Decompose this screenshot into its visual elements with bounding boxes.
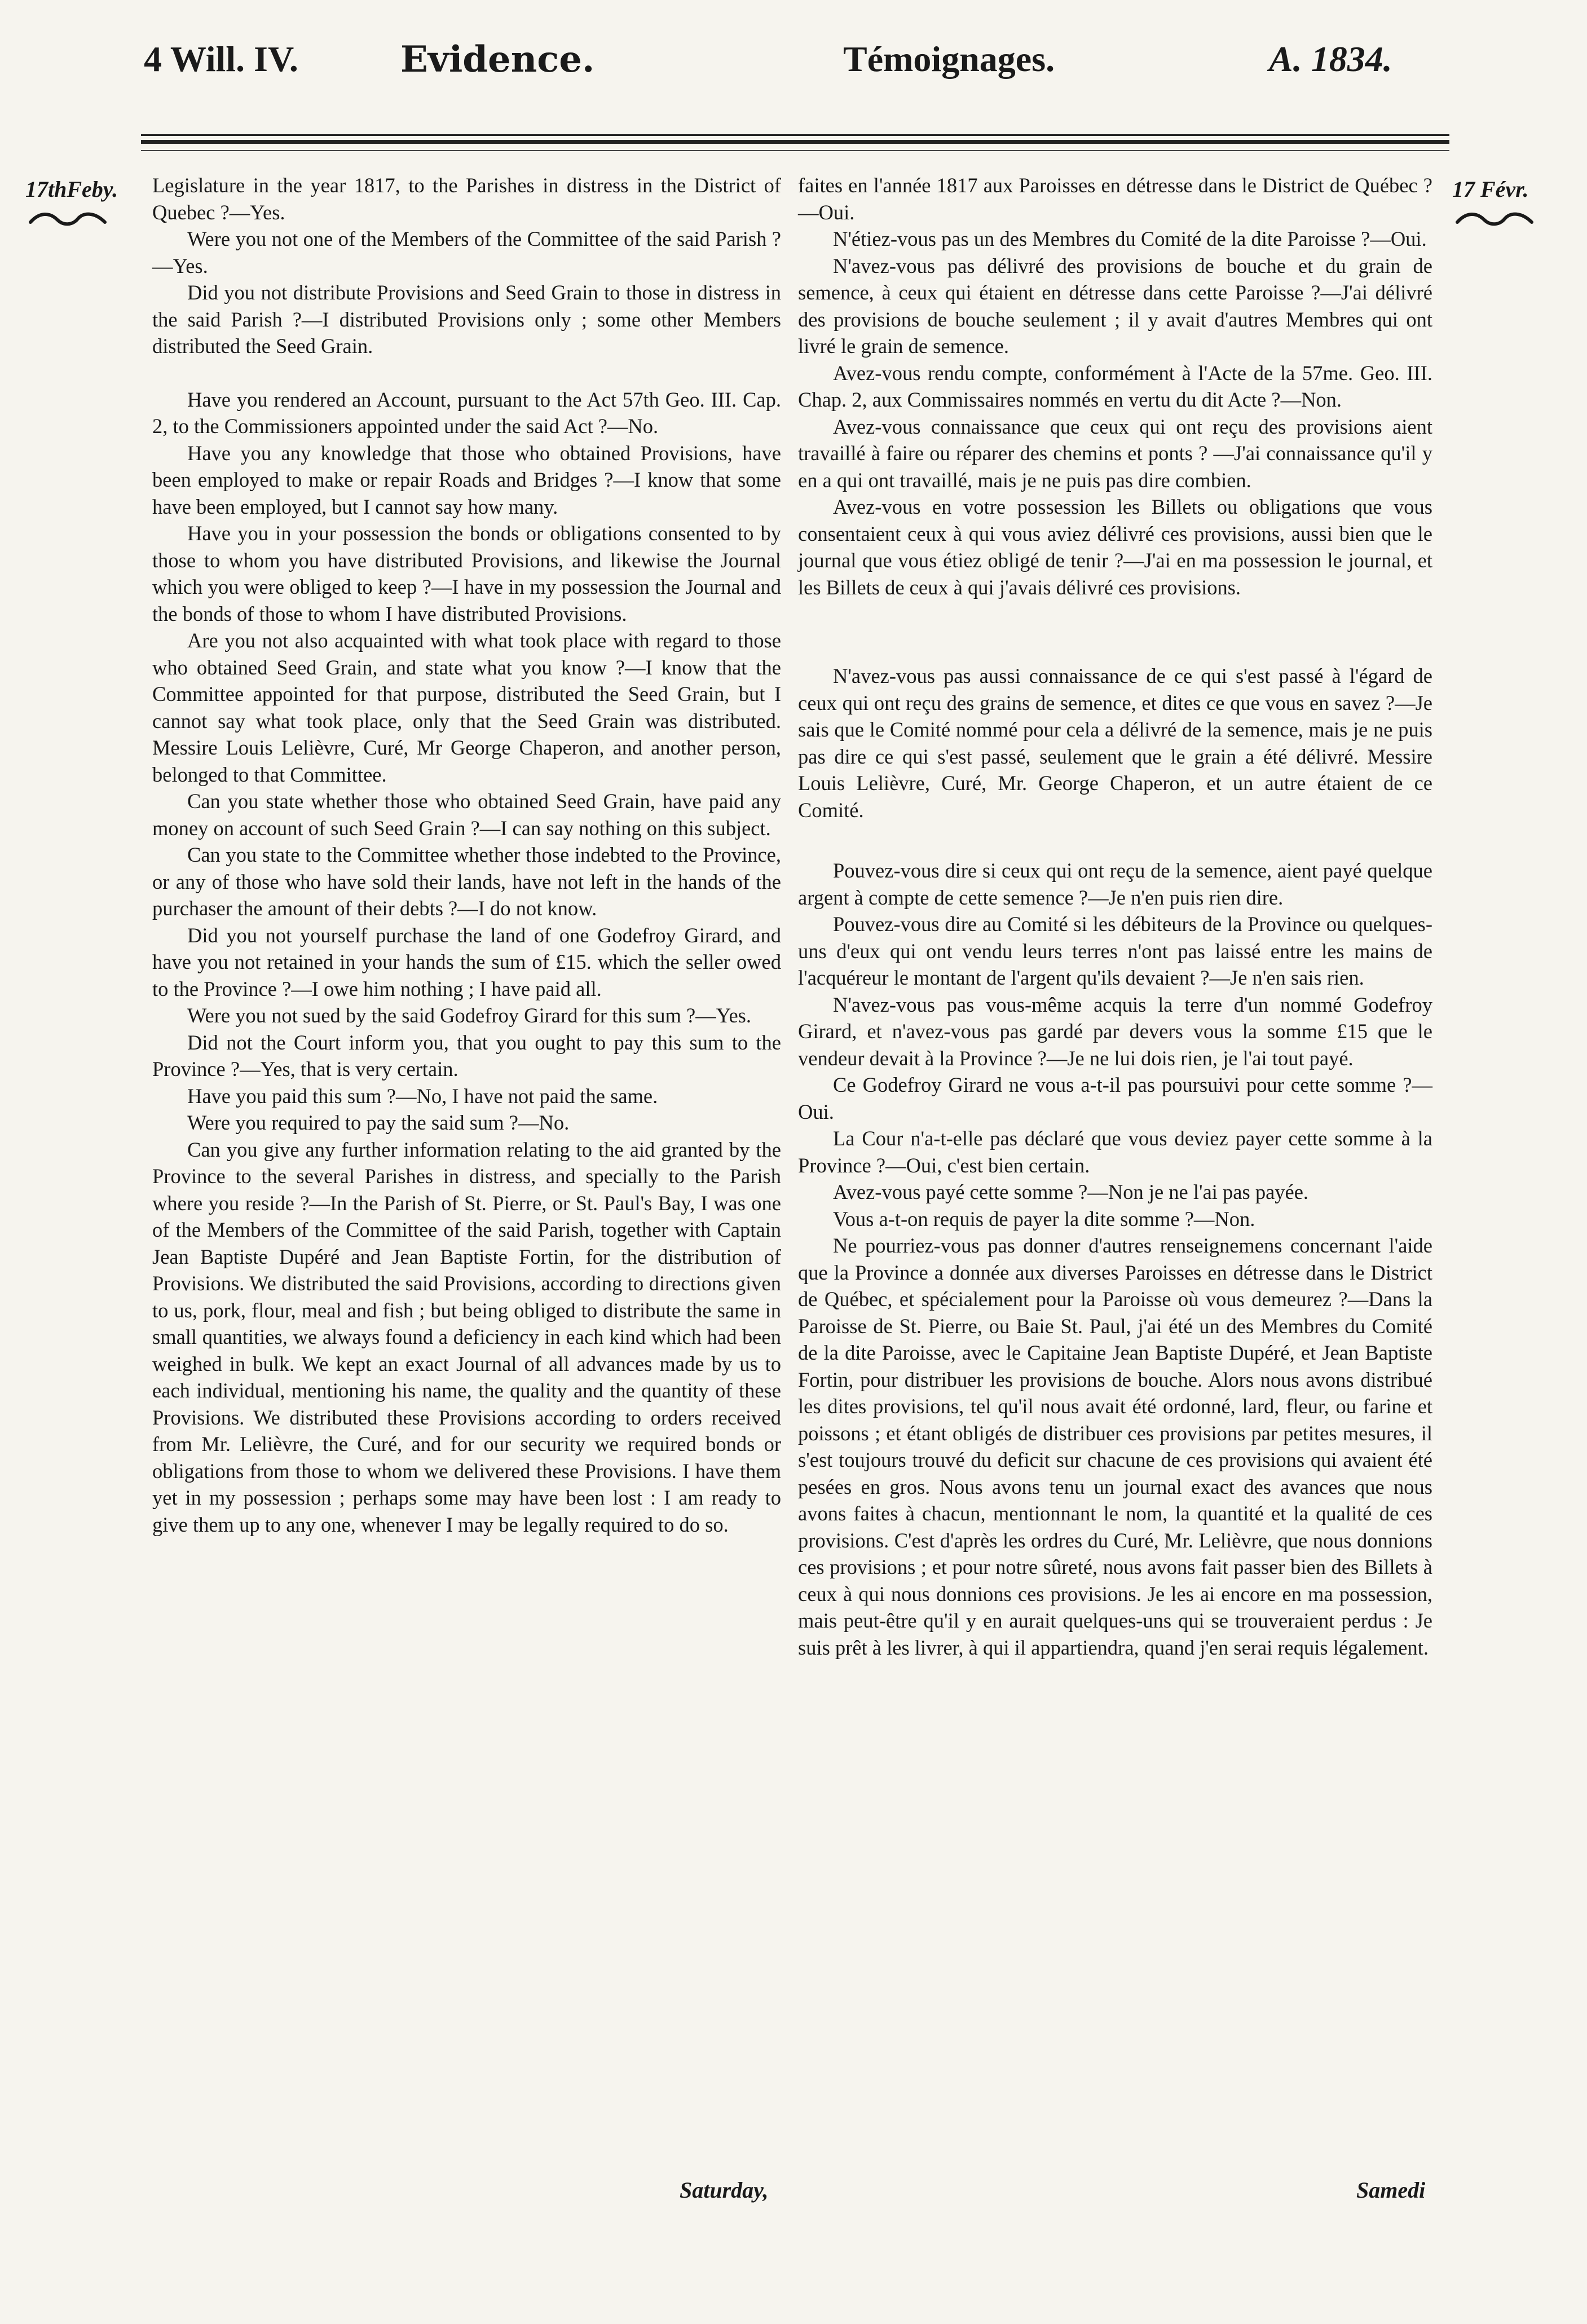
paragraph: faites en l'année 1817 aux Paroisses en détresse dans le District de Québec ?—Oui. [798,174,1432,224]
french-column [798,172,1432,1661]
paragraph: Ce Godefroy Girard ne vous a-t-il pas poursuivi pour cette somme ?—Oui. [798,1073,1432,1123]
volume-reference: 4 Will. IV. [144,39,298,79]
paragraph: Ne pourriez-vous pas donner d'autres renseignemens concernant l'aide que la Province a donnée aux diverses Paroisses en détresse dans le District de Québec, et spécialement pour la Paroisse où vous demeurez ?—Dans la Paroisse de St. Pierre, ou Baie St. Paul, j'ai été un des Membres du Comité de la dite Paroisse, avec le Capitaine Jean Baptiste Dupéré, et Jean Baptiste Fortin, pour distribuer les provisions de bouche. Alors nous avons distribué les dites provisions, tel qu'il nous avait été ordonné, lard, fleur, ou farine et poissons ; et étant obligés de distribuer ces provisions par petites mesures, il s'est toujours trouvé du deficit sur chacune de ces provisions qui avaient été pesées en gros. Nous avons tenu un journal exact des avances que nous avons faites à chacun, mentionnant le nom, la quantité et la qualité de ces provisions. C'est d'après les ordres du Curé, Mr. Lelièvre, que nous donnions ces provisions ; et pour notre sûreté, nous avons fait passer bien des Billets à ceux à qui nous donnions ces provisions. Je les ai encore en ma possession, mais peut-être qu'il y en aurait quelques-uns qui se trouveraient perdus : Je suis prêt à les livrer, à qui il appartiendra, quand j'en serai requis légalement. [798,1234,1432,1659]
paragraph: Have you any knowledge that those who obtained Provisions, have been employed to make or repair Roads and Bridges ?—I know that some have been employed, but I cannot say how many. [152,441,781,518]
paragraph: Can you state whether those who obtained Seed Grain, have paid any money on account of such Seed Grain ?—I can say nothing on this subject. [152,790,781,840]
header-rule-thick [141,140,1449,144]
paragraph: Can you state to the Committee whether those indebted to the Province, or any of those who have sold their lands, have not left in the hands of the purchaser the amount of their debts ?—I do not know. [152,843,781,920]
paragraph: Avez-vous payé cette somme ?—Non je ne l'ai pas payée. [833,1180,1309,1203]
swash-ornament-right [1455,209,1534,229]
catchword-en: Saturday, [680,2177,769,2203]
paragraph: Did not the Court inform you, that you ought to pay this sum to the Province ?—Yes, that is very certain. [152,1030,781,1081]
catchword-fr: Samedi [1356,2177,1426,2203]
paragraph: Pouvez-vous dire au Comité si les débiteurs de la Province ou quelques-uns d'eux qui ont vendu leurs terres n'ont pas laissé entre les mains de l'acquéreur le montant de l'argent qu'ils devaient ?—Je n'en sais rien. [798,912,1432,989]
year-label: A. 1834. [1269,39,1392,79]
paragraph: Vous a-t-on requis de payer la dite somme ?—Non. [833,1207,1255,1231]
margin-date-fr: 17 Févr. [1452,177,1529,202]
page-header [0,27,1587,112]
margin-date-en: 17thFeby. [25,177,118,202]
paragraph: Were you not one of the Members of the Committee of the said Parish ?—Yes. [152,227,781,277]
paragraph: Were you not sued by the said Godefroy Girard for this sum ?—Yes. [187,1004,751,1027]
section-title-fr: Témoignages. [843,39,1055,79]
header-rule-hairline [141,150,1449,151]
paragraph: Did you not distribute Provisions and Seed Grain to those in distress in the said Parish ?—I distributed Provisions only ; some other Members distributed the Seed Grain. [152,281,781,358]
paragraph: Did you not yourself purchase the land of one Godefroy Girard, and have you not retained in your hands the sum of £15. which the seller owed to the Province ?—I owe him nothing ; I have paid all. [152,923,781,1000]
paragraph: Have you paid this sum ?—No, I have not paid the same. [187,1084,658,1108]
paragraph: Are you not also acquainted with what took place with regard to those who obtained Seed Grain, and state what you know ?—I know that the Committee appointed for that purpose, distributed the Seed Grain, but I cannot say what took place, only that the Seed Grain was distributed. Messire Louis Lelièvre, Curé, Mr George Chaperon, and another person, belonged to that Committee. [152,629,781,786]
english-column [152,172,781,1538]
paragraph: Legislature in the year 1817, to the Parishes in distress in the District of Quebec ?—Yes. [152,174,781,224]
paragraph: Can you give any further information relating to the aid granted by the Province to the several Parishes in distress, and specially to the Parish where you reside ?—In the Parish of St. Pierre, or St. Paul's Bay, I was one of the Members of the Committee of the said Parish, together with Captain Jean Baptiste Dupéré and Jean Baptiste Fortin, for the distribution of Provisions. We distributed the said Provisions, according to directions given to us, pork, flour, meal and fish ; but being obliged to distribute the same in small quantities, we always found a deficiency in each kind which had been weighed in bulk. We kept an exact Journal of all advances made by us to each individual, mentioning his name, the quality and the quantity of these Provisions. We distributed these Provisions according to orders received from Mr. Lelièvre, the Curé, and for our security we required bonds or obligations from those to whom we delivered these Provisions. I have them yet in my possession ; perhaps some may have been lost : I am ready to give them up to any one, whenever I may be legally required to do so. [152,1137,781,1536]
paragraph: N'avez-vous pas délivré des provisions de bouche et du grain de semence, à ceux qui étaient en détresse dans cette Paroisse ?—J'ai délivré des provisions de bouche seulement ; il y avait d'autres Membres qui ont livré le grain de semence. [798,254,1432,358]
swash-ornament-left [28,209,107,229]
paragraph: La Cour n'a-t-elle pas déclaré que vous deviez payer cette somme à la Province ?—Oui, c'est bien certain. [798,1127,1432,1177]
paragraph: Were you required to pay the said sum ?—No. [187,1111,570,1134]
paragraph: N'étiez-vous pas un des Membres du Comité de la dite Paroisse ?—Oui. [833,227,1427,250]
section-title-en: Evidence. [400,38,595,81]
paragraph: Avez-vous connaissance que ceux qui ont reçu des provisions aient travaillé à faire ou réparer des chemins et ponts ? —J'ai connaissance qu'il y en a qui ont travaillé, mais je ne puis pas dire combien. [798,414,1432,492]
paragraph: Have you rendered an Account, pursuant to the Act 57th Geo. III. Cap. 2, to the Commissioners appointed under the said Act ?—No. [152,387,781,438]
paragraph: N'avez-vous pas vous-même acquis la terre d'un nommé Godefroy Girard, et n'avez-vous pas gardé par devers vous la somme £15 que le vendeur devait à la Province ?—Je ne lui dois rien, je l'ai tout payé. [798,993,1432,1070]
paragraph: Pouvez-vous dire si ceux qui ont reçu de la semence, aient payé quelque argent à compte de cette semence ?—Je n'en puis rien dire. [798,859,1432,909]
header-rule-thin [141,134,1449,136]
paragraph: Have you in your possession the bonds or obligations consented to by those to whom you have distributed Provisions, and likewise the Journal which you were obliged to keep ?—I have in my possession the Journal and the bonds of those to whom I have distributed Provisions. [152,522,781,625]
paragraph: Avez-vous en votre possession les Billets ou obligations que vous consentaient ceux à qui vous aviez délivré ces provisions, aussi bien que le journal que vous étiez obligé de tenir ?—J'ai en ma possession le journal, et les Billets de ceux à qui j'avais délivré ces provisions. [798,495,1432,599]
paragraph: Avez-vous rendu compte, conformément à l'Acte de la 57me. Geo. III. Chap. 2, aux Commissaires nommés en vertu du dit Acte ?—Non. [798,361,1432,411]
paragraph: N'avez-vous pas aussi connaissance de ce qui s'est passé à l'égard de ceux qui ont reçu des grains de semence, et dites ce que vous en savez ?—Je sais que le Comité nommé pour cela a délivré de la semence, mais je ne puis pas dire ce qui s'est passé, seulement que le grain a été délivré. Messire Louis Lelièvre, Curé, Mr. George Chaperon, et un autre étaient de ce Comité. [798,664,1432,822]
